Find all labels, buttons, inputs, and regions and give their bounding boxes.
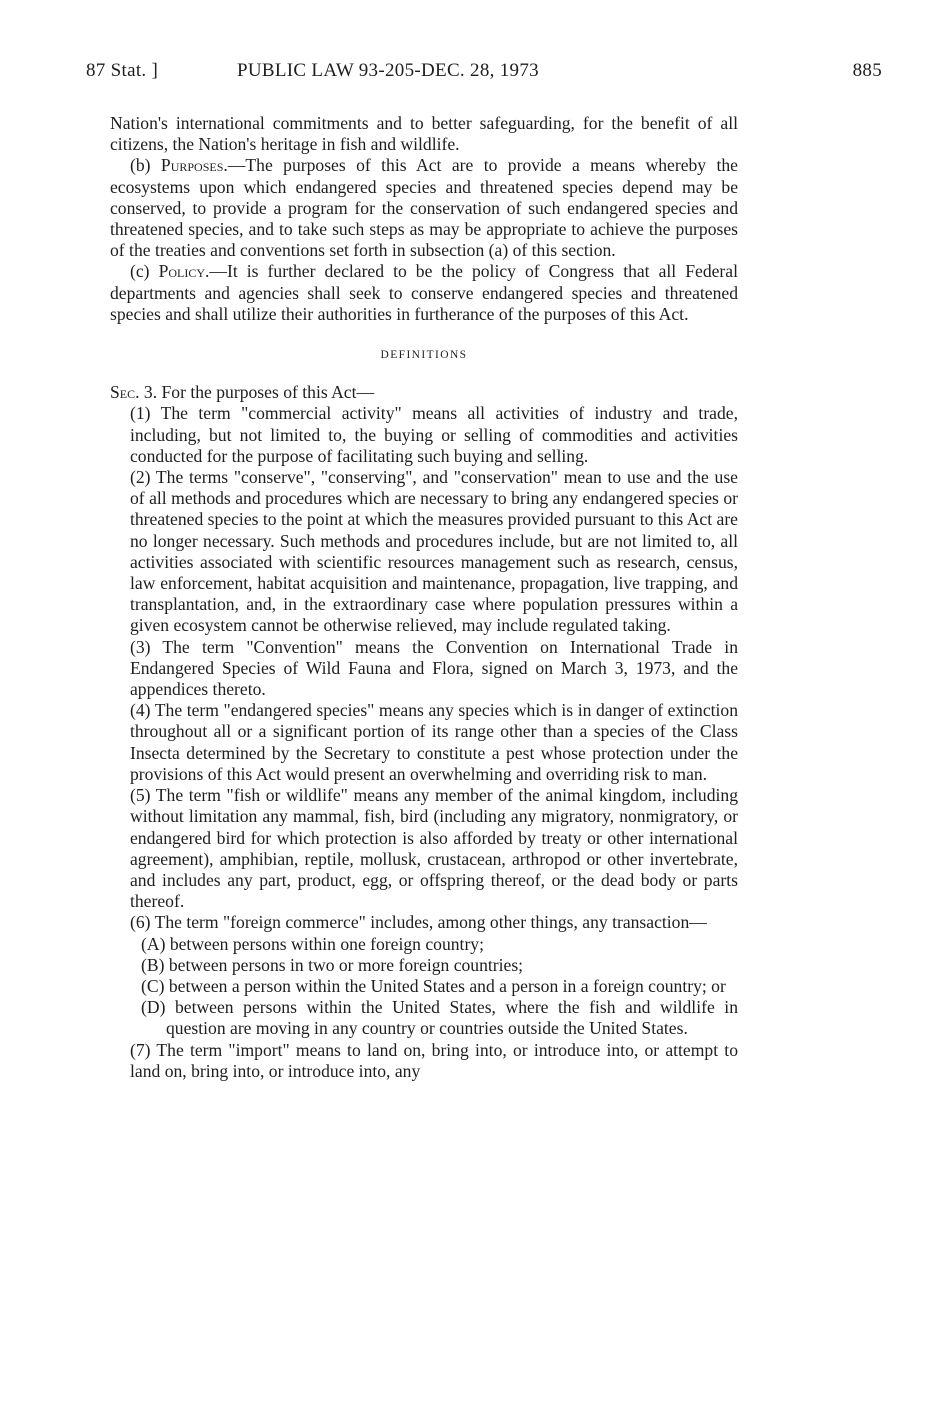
foreign-commerce-clause-c: (C) between a person within the United States and a person in a foreign country; or bbox=[141, 975, 726, 996]
paragraph-purposes bbox=[110, 155, 738, 261]
foreign-commerce-clause-b: (B) between persons in two or more foreign countries; bbox=[141, 954, 524, 975]
definition-import: (7) The term "import" means to land on, bring into, or introduce into, or attempt to land on, bring into, or introduce into, any bbox=[130, 1039, 738, 1081]
purposes-label: (b) bbox=[130, 155, 161, 176]
policy-text: .—It is further declared to be the policy of Congress that all Federal departments and agencies shall seek to conserve endangered species and threatened species and shall utilize their authorities in furtherance of the purposes of this Act. bbox=[110, 261, 738, 324]
running-header bbox=[86, 60, 882, 88]
foreign-commerce-clause-a: (A) between persons within one foreign country; bbox=[141, 933, 484, 954]
definition-endangered-species: (4) The term "endangered species" means any species which is in danger of extinction throughout all or a significant portion of its range other than a species of the Class Insecta determined by the Secretary to constitute a pest whose protection under the provisions of this Act would present an overwhelming and overriding risk to man. bbox=[130, 700, 738, 784]
section-heading: DEFINITIONS bbox=[380, 349, 468, 362]
purposes-caption: Purposes bbox=[160, 155, 224, 176]
policy-caption: Policy bbox=[158, 261, 206, 282]
law-title: PUBLIC LAW 93-205-DEC. 28, 1973 bbox=[237, 60, 539, 81]
continued-paragraph: Nation's international commitments and to better safeguarding, for the benefit of all citizens, the Nation's heritage in fish and wildlife. bbox=[110, 113, 738, 155]
document-body bbox=[110, 113, 738, 1082]
definition-convention: (3) The term "Convention" means the Convention on International Trade in Endangered Species of Wild Fauna and Flora, signed on March 3, 1973, and the appendices thereto. bbox=[130, 636, 738, 700]
definition-foreign-commerce: (6) The term "foreign commerce" includes, among other things, any transaction— bbox=[130, 912, 707, 933]
purposes-text: .—The purposes of this Act are to provide a means whereby the ecosystems upon which endangered species and threatened species depend may be conserved, to provide a program for the conservation of such endangered species and threatened species, and to take such steps as may be appropriate to achieve the purposes of the treaties and conventions set forth in subsection (a) of this section. bbox=[110, 155, 738, 261]
statute-volume: 87 Stat. ] bbox=[86, 60, 159, 81]
page-number: 885 bbox=[852, 60, 882, 81]
policy-label: (c) bbox=[130, 261, 159, 282]
definition-commercial-activity: (1) The term "commercial activity" means all activities of industry and trade, including, but not limited to, the buying or selling of commodities and activities conducted for the purpose of facilitating such buying and selling. bbox=[130, 403, 738, 466]
definition-fish-or-wildlife: (5) The term "fish or wildlife" means any member of the animal kingdom, including without limitation any mammal, fish, bird (including any migratory, nonmigratory, or endangered bird for which protection is also afforded by treaty or other international agreement), amphibian, reptile, mollusk, crustacean, arthropod or other invertebrate, and includes any part, product, egg, or offspring thereof, or the dead body or parts thereof. bbox=[130, 785, 738, 912]
paragraph-policy bbox=[110, 261, 738, 325]
foreign-commerce-clause-d: (D) between persons within the United States, where the fish and wildlife in question are moving in any country or countries outside the United States. bbox=[141, 997, 738, 1039]
definition-conserve: (2) The terms "conserve", "conserving", and "conservation" mean to use and the use of all methods and procedures which are necessary to bring any endangered species or threatened species to the point at which the measures provided pursuant to this Act are no longer necessary. Such methods and procedures include, but are not limited to, all activities associated with scientific resources management such as research, census, law enforcement, habitat acquisition and maintenance, propagation, live trapping, and transplantation, and, in the extraordinary case where population pressures within a given ecosystem cannot be otherwise relieved, may include regulated taking. bbox=[130, 467, 738, 636]
section-intro-text: 3. For the purposes of this Act— bbox=[139, 382, 375, 403]
section-label: Sec. bbox=[110, 382, 140, 403]
section-intro bbox=[110, 382, 738, 403]
